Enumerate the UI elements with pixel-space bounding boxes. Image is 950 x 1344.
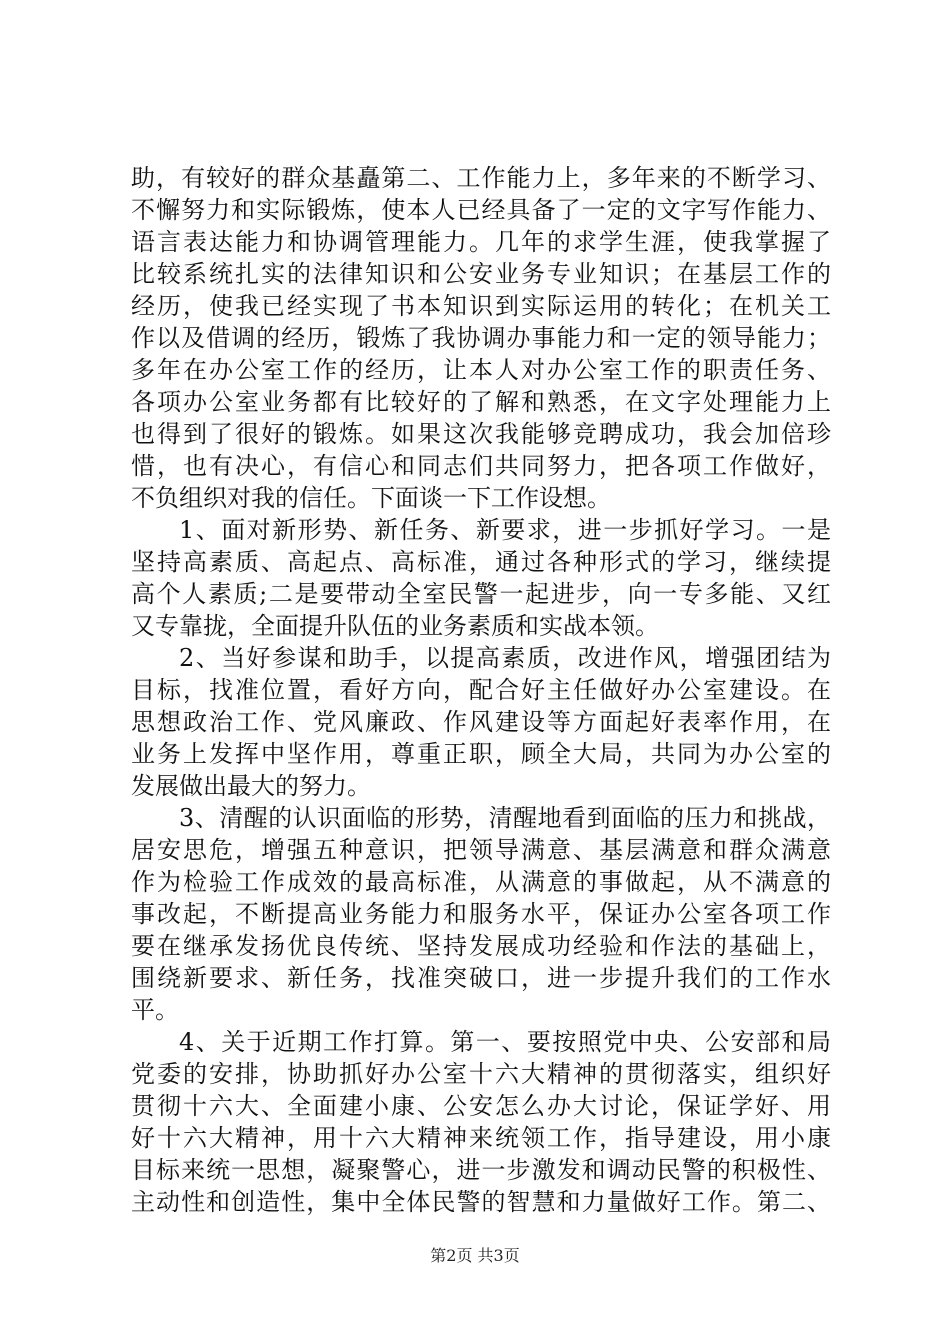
text-line: 贯彻十六大、全面建小康、公安怎么办大讨论，保证学好、用 — [131, 1092, 831, 1120]
text-line: 多年在办公室工作的经历，让本人对办公室工作的职责任务、 — [131, 356, 831, 384]
text-line: 不懈努力和实际锻炼，使本人已经具备了一定的文字写作能力、 — [131, 196, 831, 224]
text-line: 要在继承发扬优良传统、坚持发展成功经验和作法的基础上， — [131, 932, 831, 960]
text-line: 平。 — [131, 996, 179, 1024]
text-line: 围绕新要求、新任务，找准突破口，进一步提升我们的工作水 — [131, 964, 831, 992]
text-line: 不负组织对我的信任。下面谈一下工作设想。 — [131, 484, 611, 512]
text-line: 事改起，不断提高业务能力和服务水平，保证办公室各项工作 — [131, 900, 831, 928]
text-line: 也得到了很好的锻炼。如果这次我能够竞聘成功，我会加倍珍 — [131, 420, 831, 448]
text-line: 语言表达能力和协调管理能力。几年的求学生涯，使我掌握了 — [131, 228, 831, 256]
text-line: 惜，也有决心，有信心和同志们共同努力，把各项工作做好， — [131, 452, 831, 480]
text-line: 目标来统一思想，凝聚警心，进一步激发和调动民警的积极性、 — [131, 1156, 831, 1184]
text-line: 高个人素质;二是要带动全室民警一起进步，向一专多能、又红 — [131, 580, 831, 608]
text-line: 3、清醒的认识面临的形势，清醒地看到面临的压力和挑战， — [179, 804, 831, 832]
text-line: 主动性和创造性，集中全体民警的智慧和力量做好工作。第二、 — [131, 1188, 831, 1216]
text-line: 1、面对新形势、新任务、新要求，进一步抓好学习。一是 — [179, 516, 831, 544]
text-line: 又专靠拢，全面提升队伍的业务素质和实战本领。 — [131, 612, 659, 640]
text-line: 居安思危，增强五种意识，把领导满意、基层满意和群众满意 — [131, 836, 831, 864]
text-line: 思想政治工作、党风廉政、作风建设等方面起好表率作用，在 — [131, 708, 831, 736]
text-line: 作以及借调的经历，锻炼了我协调办事能力和一定的领导能力； — [131, 324, 831, 352]
text-line: 经历，使我已经实现了书本知识到实际运用的转化；在机关工 — [131, 292, 831, 320]
text-line: 好十六大精神，用十六大精神来统领工作，指导建设，用小康 — [131, 1124, 831, 1152]
text-line: 作为检验工作成效的最高标准，从满意的事做起，从不满意的 — [131, 868, 831, 896]
text-line: 党委的安排，协助抓好办公室十六大精神的贯彻落实，组织好 — [131, 1060, 831, 1088]
page-number-footer: 第2页 共3页 — [430, 1246, 520, 1265]
text-line: 发展做出最大的努力。 — [131, 772, 371, 800]
text-line: 目标，找准位置，看好方向，配合好主任做好办公室建设。在 — [131, 676, 831, 704]
text-line: 2、当好参谋和助手，以提高素质，改进作风，增强团结为 — [179, 644, 831, 672]
text-line: 4、关于近期工作打算。第一、要按照党中央、公安部和局 — [179, 1028, 831, 1056]
text-line: 助，有较好的群众基矗第二、工作能力上，多年来的不断学习、 — [131, 164, 831, 192]
document-body — [131, 162, 831, 1218]
text-line: 坚持高素质、高起点、高标准，通过各种形式的学习，继续提 — [131, 548, 831, 576]
text-line: 比较系统扎实的法律知识和公安业务专业知识；在基层工作的 — [131, 260, 831, 288]
text-line: 各项办公室业务都有比较好的了解和熟悉，在文字处理能力上 — [131, 388, 831, 416]
text-line: 业务上发挥中坚作用，尊重正职，顾全大局，共同为办公室的 — [131, 740, 831, 768]
